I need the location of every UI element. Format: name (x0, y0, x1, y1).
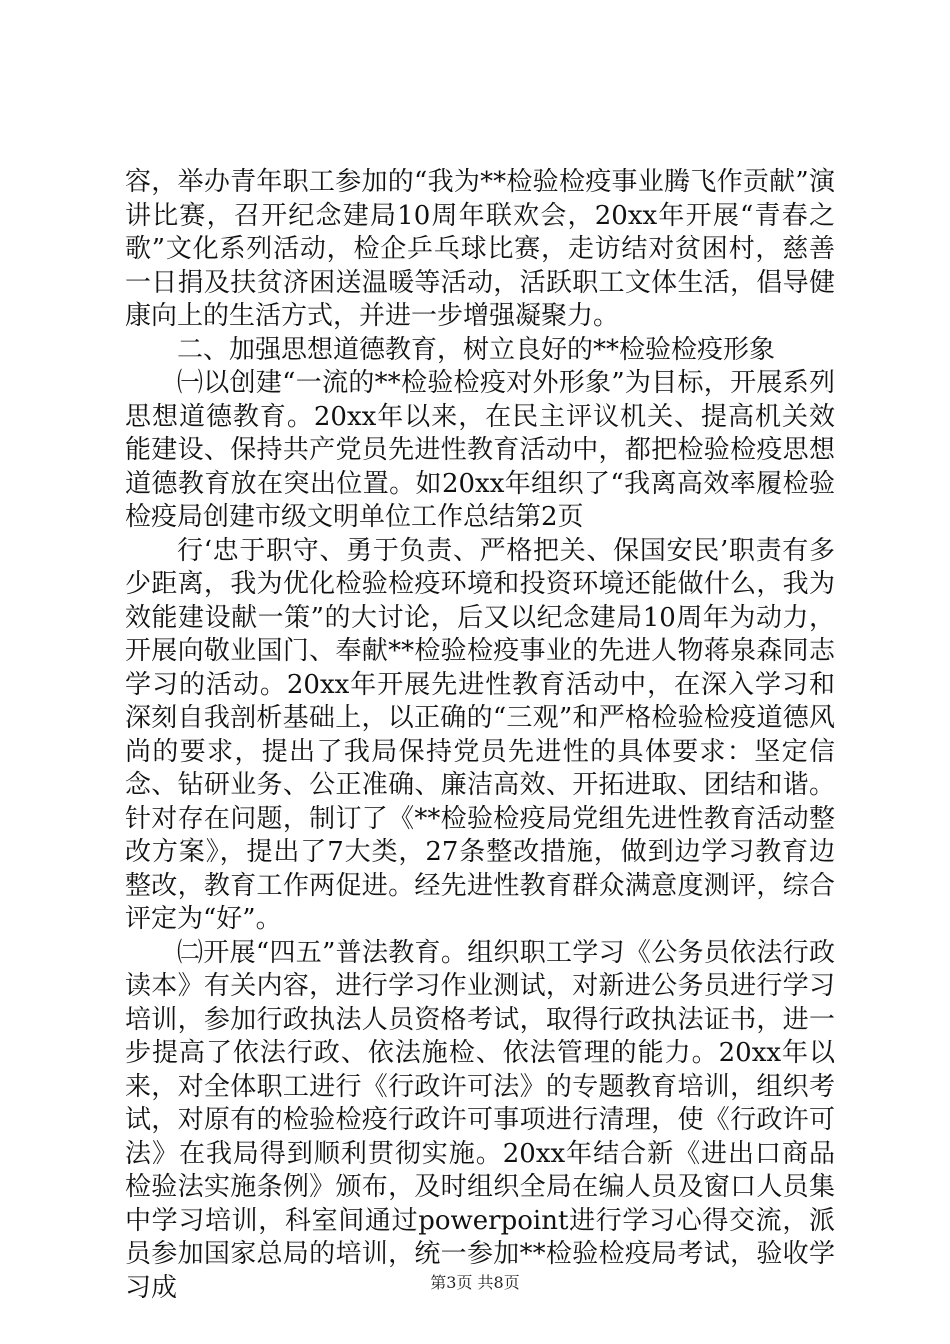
paragraph-continuation: 容，举办青年职工参加的“我为**检验检疫事业腾飞作贡献”演讲比赛，召开纪念建局10周年联欢会，20xx年开展“青春之歌”文化系列活动，检企乒乓球比赛，走访结对贫困村，慈善一日捐及扶贫济困送温暖等活动，活跃职工文体生活，倡导健康向上的生活方式，并进一步增强凝聚力。 (125, 167, 835, 331)
page-number: 第3页 共8页 (430, 1273, 520, 1292)
paragraph-item-2: ㈡开展“四五”普法教育。组织职工学习《公务员依法行政读本》有关内容，进行学习作业测试，对新进公务员进行学习培训，参加行政执法人员资格考试，取得行政执法证书，进一步提高了依法行政、依法施检、依法管理的能力。20xx年以来，对全体职工进行《行政许可法》的专题教育培训，组织考试，对原有的检验检疫行政许可事项进行清理，使《行政许可法》在我局得到顺利贯彻实施。20xx年结合新《进出口商品检验法实施条例》颁布，及时组织全局在编人员及窗口人员集中学习培训，科室间通过powerpoint进行学习心得交流，派员参加国家总局的培训，统一参加**检验检疫局考试，验收学习成 (125, 937, 835, 1303)
paragraph-item-1: ㈠以创建“一流的**检验检疫对外形象”为目标，开展系列思想道德教育。20xx年以来，在民主评议机关、提高机关效能建设、保持共产党员先进性教育活动中，都把检验检疫思想道德教育放在突出位置。如20xx年组织了“我离高效率履检验检疫局创建市级文明单位工作总结第2页 (125, 368, 835, 532)
paragraph-item-1-continued: 行‘忠于职守、勇于负责、严格把关、保国安民’职责有多少距离，我为优化检验检疫环境和投资环境还能做什么，我为效能建设献一策”的大讨论，后又以纪念建局10周年为动力，开展向敬业国门、奉献**检验检疫事业的先进人物蒋泉森同志学习的活动。20xx年开展先进性教育活动中，在深入学习和深刻自我剖析基础上，以正确的“三观”和严格检验检疫道德风尚的要求，提出了我局保持党员先进性的具体要求：坚定信念、钻研业务、公正准确、廉洁高效、开拓进取、团结和谐。针对存在问题，制订了《**检验检疫局党组先进性教育活动整改方案》，提出了7大类，27条整改措施，做到边学习教育边整改，教育工作两促进。经先进性教育群众满意度测评，综合评定为“好”。 (125, 535, 835, 934)
document-body (125, 166, 835, 1305)
section-heading: 二、加强思想道德教育，树立良好的**检验检疫形象 (177, 334, 776, 365)
